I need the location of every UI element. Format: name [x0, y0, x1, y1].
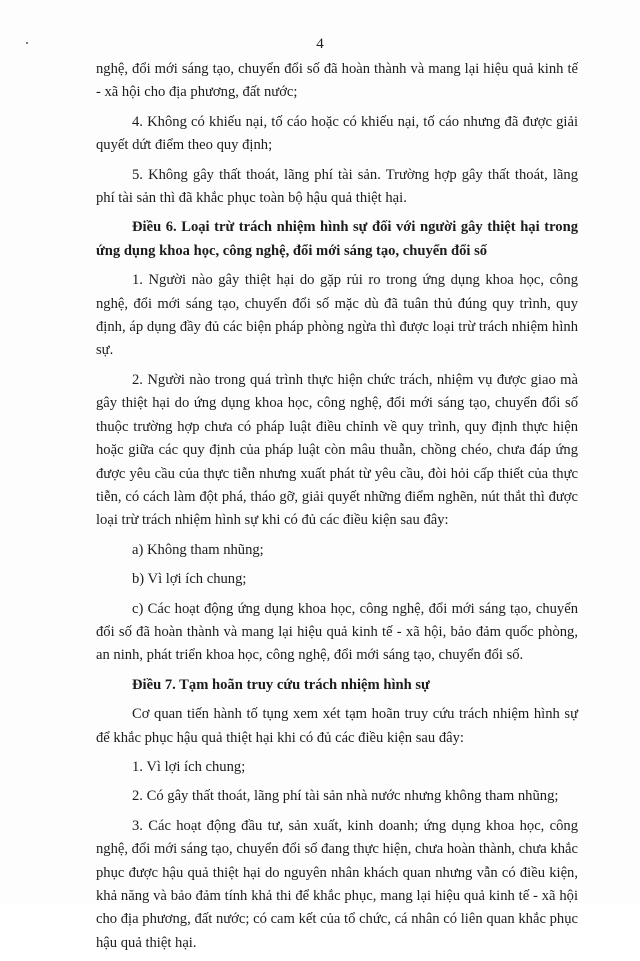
article-6-heading: Điều 6. Loại trừ trách nhiệm hình sự đối với người gây thiệt hại trong ứng dụng khoa học, công nghệ, đổi mới sáng tạo, chuyển đổi số	[96, 219, 578, 259]
paragraph-clause-5: 5. Không gây thất thoát, lãng phí tài sản. Trường hợp gây thất thoát, lãng phí tài sản thì đã khắc phục toàn bộ hậu quả thiệt hại.	[96, 166, 578, 207]
article-6-clause-2: 2. Người nào trong quá trình thực hiện chức trách, nhiệm vụ được giao mà gây thiệt hại do ứng dụng khoa học, công nghệ, đổi mới sáng tạo, chuyển đổi số thuộc trường hợp chưa có pháp luật điều chỉnh về quy trình, quy định thực hiện hoặc giữa các quy định của pháp luật còn mâu thuẫn, chồng chéo, chưa đáp ứng được yêu cầu của thực tiễn nhưng xuất phát từ yêu cầu, đòi hỏi cấp thiết của thực tiễn, có cách làm đột phá, tháo gỡ, giải quyết những điểm nghẽn, nút thắt thì được loại trừ trách nhiệm hình sự khi có đủ các điều kiện sau đây:	[96, 371, 578, 529]
page-number: 4	[316, 36, 324, 52]
article-7-intro: Cơ quan tiến hành tố tụng xem xét tạm hoãn truy cứu trách nhiệm hình sự để khắc phục hậu quả thiệt hại khi có đủ các điều kiện sau đây:	[96, 706, 578, 746]
document-body	[96, 58, 578, 961]
article-6-point-a: a) Không tham nhũng;	[132, 541, 264, 558]
article-6-point-b: b) Vì lợi ích chung;	[132, 571, 247, 588]
article-6-point-c: c) Các hoạt động ứng dụng khoa học, công nghệ, đổi mới sáng tạo, chuyển đổi số đã hoàn thành và mang lại hiệu quả kinh tế - xã hội, bảo đảm quốc phòng, an ninh, phát triển khoa học, công nghệ, đổi mới sáng tạo, chuyển đổi số.	[96, 600, 578, 664]
article-7-clause-2: 2. Có gây thất thoát, lãng phí tài sản nhà nước nhưng không tham nhũng;	[132, 788, 559, 805]
paragraph-clause-4: 4. Không có khiếu nại, tố cáo hoặc có khiếu nại, tố cáo nhưng đã được giải quyết dứt điểm theo quy định;	[96, 113, 578, 154]
article-7-clause-1: 1. Vì lợi ích chung;	[132, 758, 246, 775]
paragraph-continuation: nghệ, đổi mới sáng tạo, chuyển đổi số đã hoàn thành và mang lại hiệu quả kinh tế - xã hội cho địa phương, đất nước;	[96, 61, 578, 101]
article-7-heading: Điều 7. Tạm hoãn truy cứu trách nhiệm hình sự	[132, 676, 430, 693]
article-6-clause-1: 1. Người nào gây thiệt hại do gặp rủi ro trong ứng dụng khoa học, công nghệ, đổi mới sáng tạo, chuyển đổi số mặc dù đã tuân thủ đúng quy trình, quy định, áp dụng đầy đủ các biện pháp phòng ngừa thì được loại trừ trách nhiệm hình sự.	[96, 272, 578, 359]
article-7-clause-3: 3. Các hoạt động đầu tư, sản xuất, kinh doanh; ứng dụng khoa học, công nghệ, đổi mới sáng tạo, chuyển đổi số đang thực hiện, chưa hoàn thành, chưa khắc phục được hậu quả thiệt hại do nguyên nhân khách quan nhưng vẫn có điều kiện, khả năng và bảo đảm tính khả thi để khắc phục, mang lại hiệu quả kinh tế - xã hội cho địa phương, đất nước; có cam kết của tổ chức, cá nhân có liên quan khắc phục hậu quả thiệt hại.	[96, 817, 578, 951]
